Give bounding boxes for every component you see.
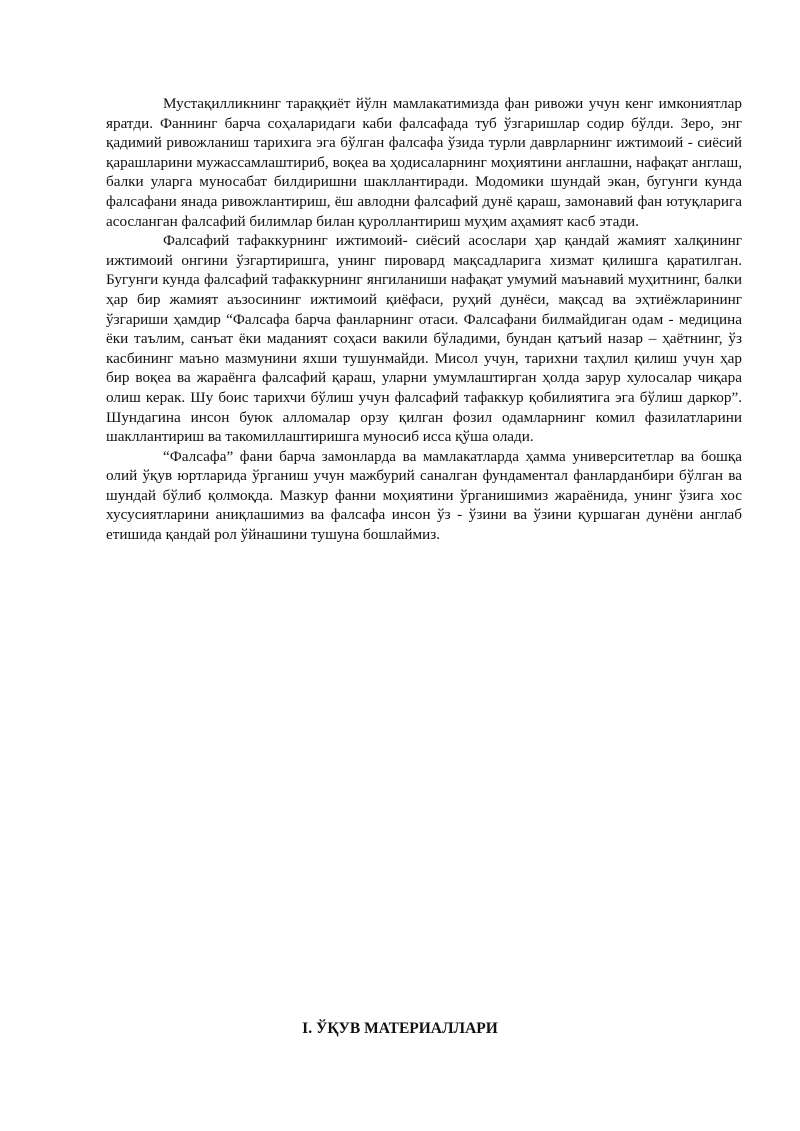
paragraph-1: Мустақилликнинг тараққиёт йўлн мамлакатимизда фан ривожи учун кенг имкониятлар яратди. Фаннинг барча соҳаларидаги каби фалсафада туб ўзгаришлар содир бўлди. Зеро, энг қадимий ривожланиш тарихига эга бўлган фалсафа ўзида турли даврларнинг ижтимоий - сиёсий қарашларини мужассамлаштириб, воқеа ва ҳодисаларнинг моҳиятини англашни, нафақат англаш, балки уларга муносабат билдиришни шакллантиради. Модомики шундай экан, бугунги кунда фалсафани янада ривожлантириш, ёш авлодни фалсафий дунё қараш, замонавий фан ютуқларига асосланган фалсафий билимлар билан қуроллантириш муҳим аҳамият касб этади.: [106, 95, 742, 230]
section-heading: I. ЎҚУВ МАТЕРИАЛЛАРИ: [302, 1020, 498, 1037]
paragraph-3: “Фалсафа” фани барча замонларда ва мамлакатларда ҳамма университетлар ва бошқа олий ўқув юртларида ўрганиш учун мажбурий саналган фундаментал фанларданбири бўлган ва шундай бўлиб қолмоқда. Мазкур фанни моҳиятини ўрганишимиз жараёнида, унинг ўзига хос хусусиятларини аниқлашимиз ва фалсафа инсон ўз - ўзини ва ўзини қуршаган дунёни англаб етишида қандай рол ўйнашини тушуна бошлаймиз.: [106, 447, 742, 544]
body-text: [106, 94, 742, 545]
paragraph-2: Фалсафий тафаккурнинг ижтимоий- сиёсий асослари ҳар қандай жамият халқининг ижтимоий онгини ўзгартиришга, унинг пировард мақсадларига хизмат қилишга қаратилган. Бугунги кунда фалсафий тафаккурнинг янгиланиши нафақат умумий маънавий муҳитнинг, балки ҳар бир жамият аъзосининг ижтимоий қиёфаси, руҳий дунёси, мақсад ва эҳтиёжларининг ўзгариши ҳамдир “Фалсафа барча фанларнинг отаси. Фалсафани билмайдиган одам - медицина ёки таълим, санъат ёки маданият соҳаси вакили бўладими, бундан қатъий назар – ҳаётнинг, ўз касбининг маъно мазмунини яхши тушунмайди. Мисол учун, тарихни таҳлил қилиш учун ҳар бир воқеа ва жараёнга фалсафий қараш, уларни умумлаштирган ҳолда зарур хулосалар чиқара олиш керак. Шу боис тарихчи бўлиш учун фалсафий тафаккур қобилиятига эга бўлиш даркор”. Шундагина инсон буюк алломалар орзу қилган фозил одамларнинг комил фазилатларини шакллантириш ва такомиллаштиришга муносиб исса қўша олади.: [106, 232, 742, 446]
